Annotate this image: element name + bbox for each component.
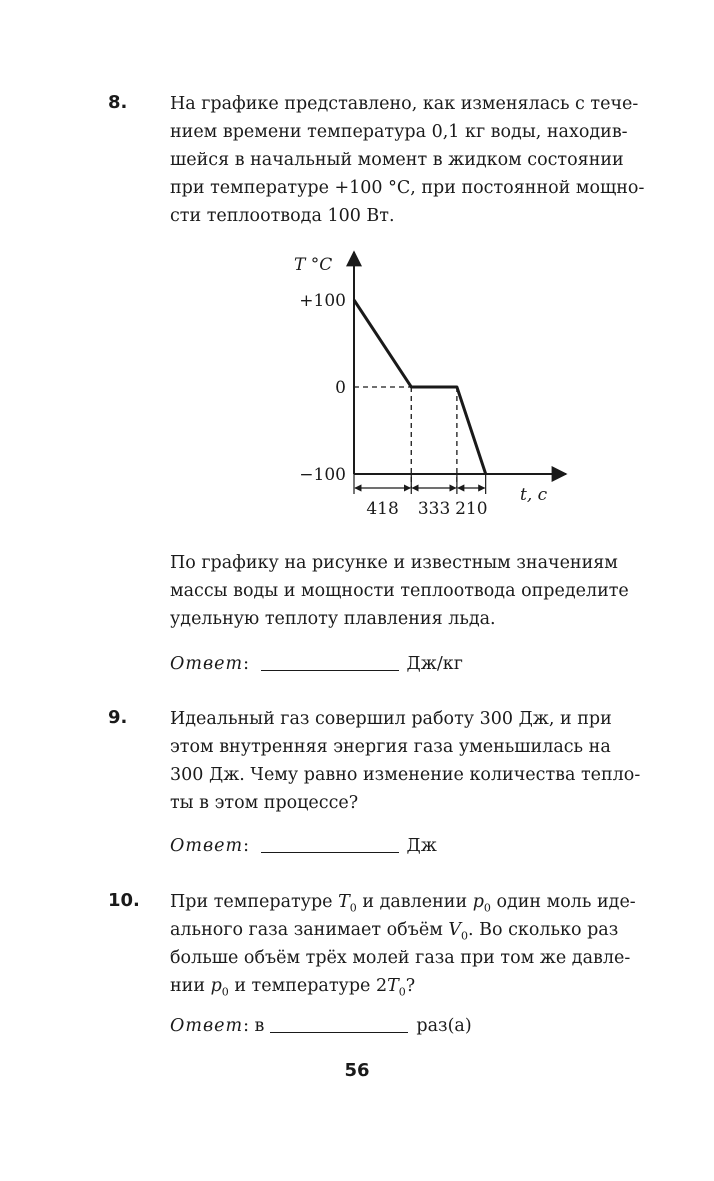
y-tick-label: +100 — [299, 291, 346, 311]
answer-blank[interactable] — [261, 652, 399, 671]
y-axis-label: T °C — [294, 255, 333, 275]
task-8-question — [170, 549, 690, 633]
text-line: удельную теплоту плавления льда. — [170, 609, 496, 629]
answer-row-9: Ответ: Дж — [170, 836, 437, 856]
answer-label: Ответ — [170, 836, 244, 856]
text-line: сти теплоотвода 100 Вт. — [170, 206, 395, 226]
y-tick-label: 0 — [335, 378, 346, 398]
x-axis-label: t, с — [520, 485, 548, 505]
answer-row-10: Ответ: в раз(а) — [170, 1016, 472, 1036]
answer-label: Ответ — [170, 654, 244, 674]
text-line: По графику на рисунке и известным значениям — [170, 553, 618, 573]
interval-label: 333 — [417, 499, 451, 519]
text-line: при температуре +100 °С, при постоянной мощно- — [170, 178, 645, 198]
answer-unit: раз(а) — [416, 1016, 472, 1036]
temperature-time-chart — [280, 240, 600, 530]
text-line: нием времени температура 0,1 кг воды, находив- — [170, 122, 628, 142]
answer-unit: Дж — [406, 836, 437, 856]
text-line: массы воды и мощности теплоотвода определите — [170, 581, 629, 601]
text-line: ального газа занимает объём $V_0$. Во сколько раз — [170, 920, 619, 943]
text-line: При температуре $T_0$ и давлении $p_0$ один моль иде- — [170, 892, 636, 915]
interval-label: 418 — [366, 499, 399, 519]
page-number: 56 — [344, 1060, 370, 1081]
answer-blank[interactable] — [270, 1014, 408, 1033]
answer-unit: Дж/кг — [406, 654, 463, 674]
text-line: Идеальный газ совершил работу 300 Дж, и при — [170, 709, 612, 729]
answer-row-8: Ответ: Дж/кг — [170, 654, 463, 674]
task-number: 9. — [108, 707, 128, 728]
task-number: 8. — [108, 92, 128, 113]
y-tick-label: −100 — [299, 465, 346, 485]
text-line: шейся в начальный момент в жидком состоянии — [170, 150, 624, 170]
text-line: больше объём трёх молей газа при том же давле- — [170, 948, 631, 968]
answer-prefix: в — [254, 1016, 265, 1036]
text-line: нии $p_0$ и температуре $2T_0$? — [170, 976, 416, 999]
interval-label: 210 — [455, 499, 488, 519]
task-text — [170, 90, 690, 230]
task-text — [170, 888, 690, 1000]
answer-label: Ответ — [170, 1016, 244, 1036]
task-text — [170, 705, 690, 817]
task-number: 10. — [108, 890, 140, 911]
text-line: На графике представлено, как изменялась с тече- — [170, 94, 639, 114]
text-line: этом внутренняя энергия газа уменьшилась на — [170, 737, 611, 757]
text-line: 300 Дж. Чему равно изменение количества тепло- — [170, 765, 641, 785]
answer-blank[interactable] — [261, 834, 399, 853]
text-line: ты в этом процессе? — [170, 793, 359, 813]
